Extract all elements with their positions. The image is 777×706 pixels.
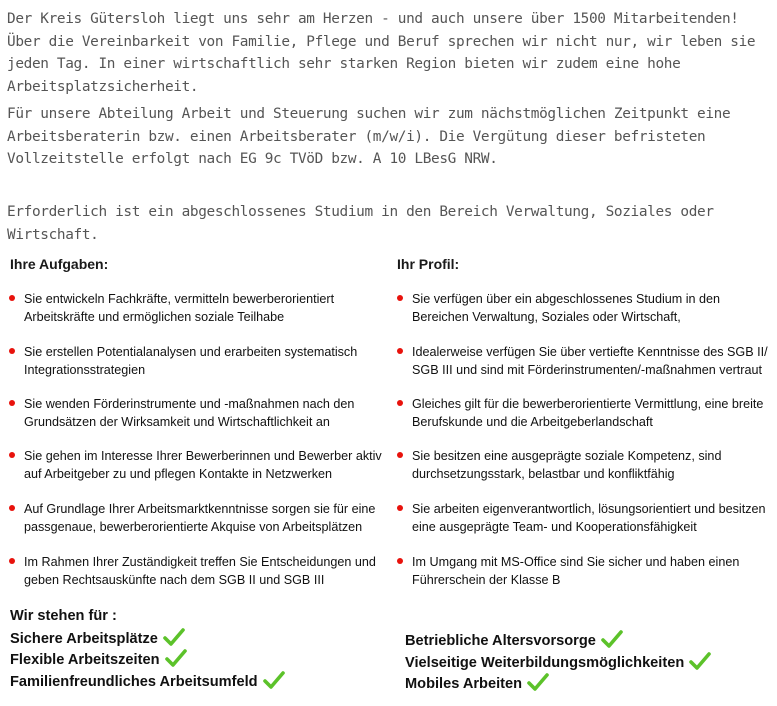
benefit-item	[405, 629, 623, 651]
benefit-label: Familienfreundliches Arbeitsumfeld	[10, 674, 258, 690]
checkmark-icon	[165, 648, 187, 668]
list-item	[9, 501, 389, 536]
benefit-item	[405, 672, 549, 694]
intro-paragraph-2: Für unsere Abteilung Arbeit und Steuerung suchen wir zum nächstmöglichen Zeitpunkt eine Arbeitsberaterin bzw. einen Arbeitsberater (m/w/i). Die Vergütung dieser befristeten Vollzeitstelle erfolgt nach EG 9c TVöD bzw. A 10 LBesG NRW.	[7, 106, 731, 167]
list-item	[9, 344, 384, 379]
checkmark-icon	[163, 627, 185, 647]
bullet-icon	[9, 452, 15, 458]
list-item	[9, 396, 384, 431]
list-item	[397, 396, 777, 431]
checkmark-icon	[263, 670, 285, 690]
bullet-icon	[9, 558, 15, 564]
aufgaben-item-text: Sie gehen im Interesse Ihrer Bewerberinnen und Bewerber aktiv auf Arbeitgeber zu und pflegen Kontakte in Netzwerken	[24, 449, 382, 481]
benefit-label: Mobiles Arbeiten	[405, 676, 523, 692]
bullet-icon	[397, 452, 403, 458]
profil-item-text: Gleiches gilt für die bewerberorientierte Vermittlung, eine breite Berufskunde und die Arbeitgeberlandschaft	[412, 397, 764, 429]
benefit-label: Betriebliche Altersvorsorge	[405, 633, 596, 649]
checkmark-icon	[689, 651, 711, 671]
checkmark-icon	[601, 629, 623, 649]
profil-item-text: Sie verfügen über ein abgeschlossenes Studium in den Bereichen Verwaltung, Soziales oder Wirtschaft,	[412, 292, 721, 324]
bullet-icon	[9, 348, 15, 354]
bullet-icon	[397, 558, 403, 564]
list-item	[397, 344, 777, 379]
profil-item-text: Sie arbeiten eigenverantwortlich, lösungsorientiert und besitzen eine ausgeprägte Team- und Kooperationsfähigkeit	[412, 502, 766, 534]
benefit-item	[10, 670, 285, 692]
benefit-label: Vielseitige Weiterbildungsmöglichkeiten	[405, 655, 685, 671]
bullet-icon	[397, 295, 403, 301]
profil-item-text: Sie besitzen eine ausgeprägte soziale Kompetenz, sind durchsetzungsstark, belastbar und konfliktfähig	[412, 449, 722, 481]
aufgaben-item-text: Sie entwickeln Fachkräfte, vermitteln bewerberorientiert Arbeitskräfte und ermöglichen soziale Teilhabe	[24, 292, 335, 324]
list-item	[397, 554, 772, 589]
checkmark-icon	[527, 672, 549, 692]
list-item	[397, 291, 772, 326]
profil-item-text: Idealerweise verfügen Sie über vertiefte Kenntnisse des SGB II/ SGB III und sind mit Förderinstrumenten/-maßnahmen vertraut	[412, 345, 768, 377]
list-item	[9, 448, 389, 483]
benefit-item	[10, 648, 187, 670]
aufgaben-item-text: Sie wenden Förderinstrumente und -maßnahmen nach den Grundsätzen der Wirksamkeit und Wirtschaftlichkeit an	[24, 397, 355, 429]
list-item	[9, 291, 384, 326]
benefits-title: Wir stehen für :	[10, 608, 117, 624]
profil-heading: Ihr Profil:	[397, 256, 460, 272]
intro-paragraph-1: Der Kreis Gütersloh liegt uns sehr am Herzen - und auch unsere über 1500 Mitarbeitenden! Über die Vereinbarkeit von Familie, Pflege und Beruf sprechen wir nicht nur, wir leben sie jeden Tag. In einer wirtschaftlich sehr starken Region bieten wir zudem eine hohe Arbeitsplatzsicherheit.	[7, 11, 756, 95]
bullet-icon	[9, 400, 15, 406]
aufgaben-item-text: Im Rahmen Ihrer Zuständigkeit treffen Sie Entscheidungen und geben Rechtsauskünfte nach dem SGB II und SGB III	[24, 555, 376, 587]
bullet-icon	[397, 348, 403, 354]
list-item	[9, 554, 389, 589]
list-item	[397, 501, 777, 536]
aufgaben-item-text: Sie erstellen Potentialanalysen und erarbeiten systematisch Integrationsstrategien	[24, 345, 358, 377]
bullet-icon	[397, 400, 403, 406]
benefit-item	[10, 627, 185, 649]
aufgaben-heading: Ihre Aufgaben:	[10, 256, 109, 272]
list-item	[397, 448, 772, 483]
benefit-label: Flexible Arbeitszeiten	[10, 652, 160, 668]
bullet-icon	[9, 295, 15, 301]
intro-paragraph-3: Erforderlich ist ein abgeschlossenes Studium in den Bereich Verwaltung, Soziales oder Wirtschaft.	[7, 204, 714, 243]
aufgaben-item-text: Auf Grundlage Ihrer Arbeitsmarktkenntnisse sorgen sie für eine passgenaue, bewerberorientierte Akquise von Arbeitsplätzen	[24, 502, 376, 534]
bullet-icon	[397, 505, 403, 511]
benefit-item	[405, 651, 711, 673]
profil-item-text: Im Umgang mit MS-Office sind Sie sicher und haben einen Führerschein der Klasse B	[412, 555, 740, 587]
bullet-icon	[9, 505, 15, 511]
benefit-label: Sichere Arbeitsplätze	[10, 631, 158, 647]
